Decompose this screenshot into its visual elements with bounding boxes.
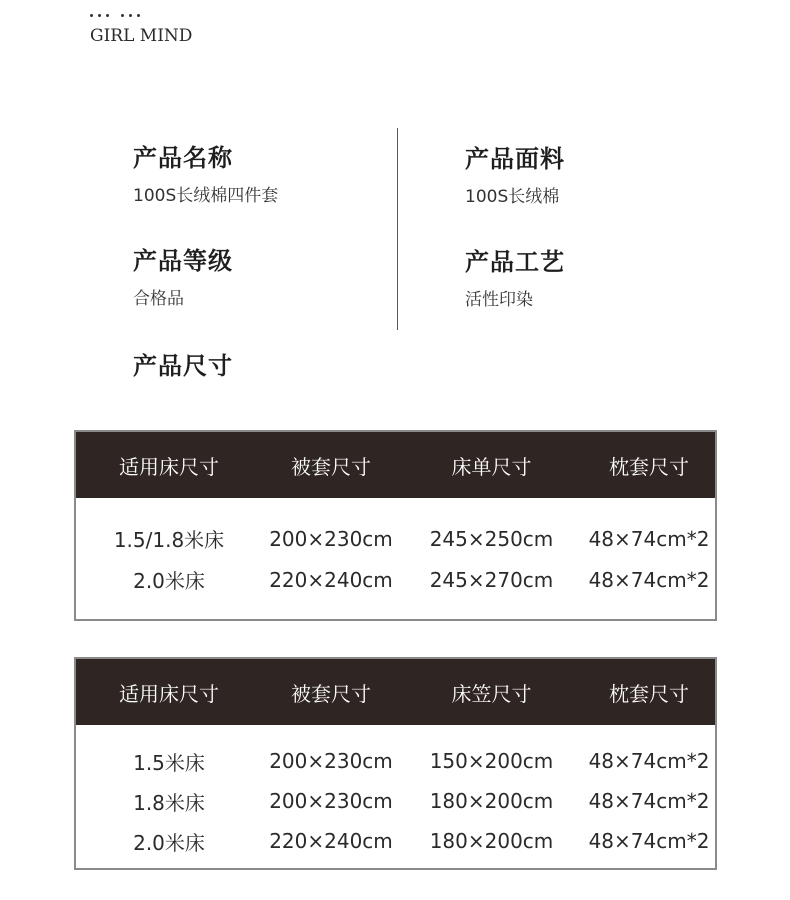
product-name-label: 产品名称 bbox=[133, 144, 233, 172]
product-grade-label: 产品等级 bbox=[133, 247, 233, 275]
product-fabric-value: 100S长绒棉 bbox=[465, 187, 560, 207]
cell-bed-size: 1.5/1.8米床 bbox=[113, 528, 225, 552]
cell-bed-size: 2.0米床 bbox=[133, 569, 205, 593]
product-name-block bbox=[133, 138, 278, 206]
header-fitted-sheet-size: 床笠尺寸 bbox=[451, 681, 532, 706]
product-fabric-label: 产品面料 bbox=[465, 145, 565, 173]
header-bed-size: 适用床尺寸 bbox=[119, 681, 219, 706]
product-grade-value: 合格品 bbox=[133, 289, 184, 309]
cell-bed-size: 2.0米床 bbox=[133, 830, 205, 855]
logo-text: GIRL MIND bbox=[90, 26, 193, 46]
product-craft-label: 产品工艺 bbox=[465, 248, 565, 276]
product-grade-block bbox=[133, 241, 233, 309]
table-header bbox=[76, 659, 715, 725]
table-row bbox=[76, 781, 715, 821]
table-row bbox=[76, 559, 715, 600]
product-craft-value: 活性印染 bbox=[465, 290, 533, 310]
cell-duvet-size: 220×240cm bbox=[269, 829, 393, 853]
header-duvet-size: 被套尺寸 bbox=[291, 454, 371, 479]
header-bed-size: 适用床尺寸 bbox=[119, 454, 219, 479]
cell-duvet-size: 220×240cm bbox=[269, 567, 393, 592]
header-duvet-size: 被套尺寸 bbox=[291, 681, 371, 706]
product-craft-block bbox=[465, 242, 565, 310]
cell-duvet-size: 200×230cm bbox=[269, 789, 393, 813]
product-name-value: 100S长绒棉四件套 bbox=[133, 186, 279, 206]
brand-logo bbox=[90, 8, 200, 46]
product-fabric-block bbox=[465, 139, 565, 207]
header-pillowcase-size: 枕套尺寸 bbox=[609, 681, 689, 706]
table-row bbox=[76, 821, 715, 861]
cell-sheet-size: 245×270cm bbox=[429, 567, 554, 592]
cell-bed-size: 1.8米床 bbox=[133, 790, 205, 815]
header-pillowcase-size: 枕套尺寸 bbox=[609, 454, 689, 479]
table-header bbox=[76, 432, 715, 498]
cell-duvet-size: 200×230cm bbox=[269, 526, 393, 551]
cell-fitted-sheet-size: 150×200cm bbox=[429, 749, 554, 773]
cell-pillowcase-size: 48×74cm*2 bbox=[588, 749, 710, 773]
table-row bbox=[76, 741, 715, 781]
vertical-divider bbox=[397, 128, 398, 330]
cell-fitted-sheet-size: 180×200cm bbox=[429, 789, 554, 813]
cell-pillowcase-size: 48×74cm*2 bbox=[588, 829, 710, 853]
logo-dots bbox=[90, 8, 200, 22]
header-sheet-size: 床单尺寸 bbox=[451, 454, 532, 479]
cell-pillowcase-size: 48×74cm*2 bbox=[588, 526, 710, 551]
cell-sheet-size: 245×250cm bbox=[429, 526, 554, 551]
size-heading: 产品尺寸 bbox=[133, 352, 233, 380]
cell-duvet-size: 200×230cm bbox=[269, 749, 393, 773]
size-table-fitted bbox=[74, 657, 717, 870]
cell-pillowcase-size: 48×74cm*2 bbox=[588, 789, 710, 813]
cell-fitted-sheet-size: 180×200cm bbox=[429, 829, 554, 853]
cell-bed-size: 1.5米床 bbox=[133, 750, 205, 775]
cell-pillowcase-size: 48×74cm*2 bbox=[588, 567, 710, 592]
size-table-sheet bbox=[74, 430, 717, 621]
table-row bbox=[76, 518, 715, 559]
